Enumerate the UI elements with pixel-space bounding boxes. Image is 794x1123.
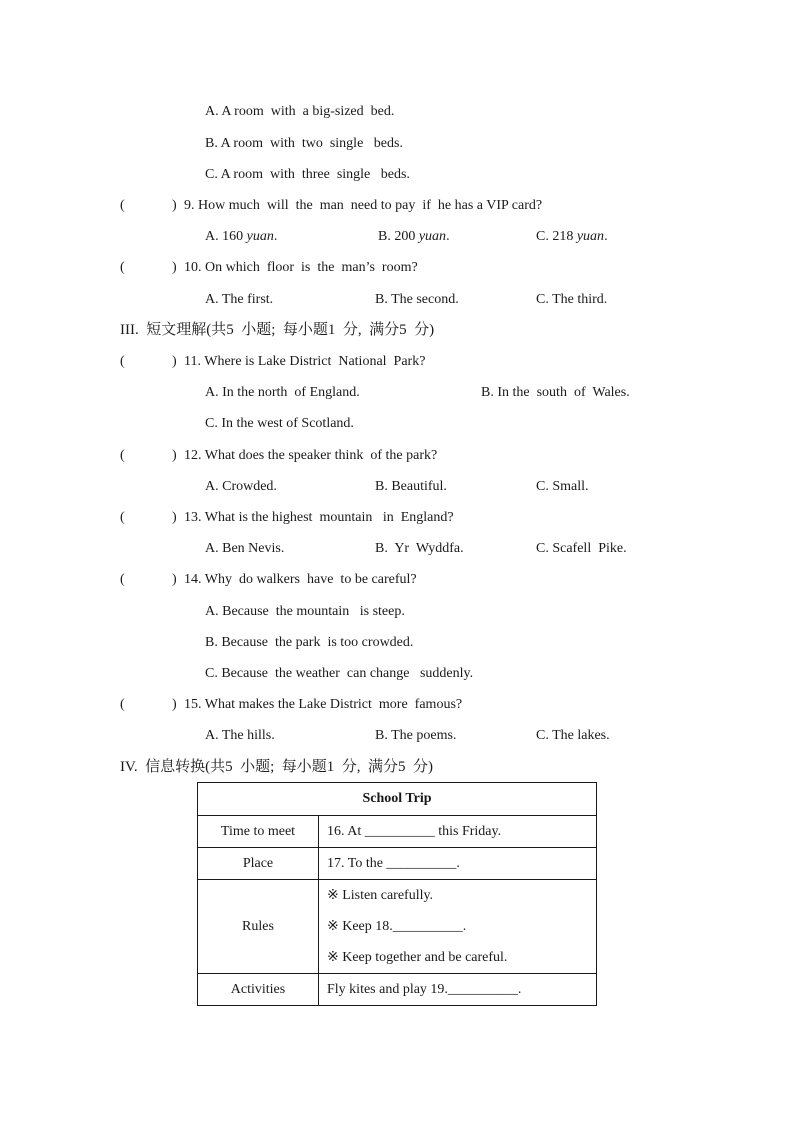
q11-option-c: C. In the west of Scotland.	[205, 416, 354, 431]
answer-paren-open: (	[120, 448, 125, 463]
q11-option-a: A. In the north of England.	[205, 385, 360, 400]
table-value-activities: Fly kites and play 19.__________.	[319, 974, 597, 1006]
answer-paren-close: )	[172, 697, 177, 712]
q13-option-c: C. Scafell Pike.	[536, 541, 627, 556]
q15-option-c: C. The lakes.	[536, 728, 610, 743]
answer-paren-open: (	[120, 572, 125, 587]
table-label-activities: Activities	[198, 974, 319, 1006]
q14-question: 14. Why do walkers have to be careful?	[184, 572, 417, 587]
answer-paren-close: )	[172, 260, 177, 275]
answer-paren-close: )	[172, 198, 177, 213]
q9-option-a: A. 160 yuan.	[205, 229, 278, 244]
rule-line: ※ Listen carefully.	[327, 888, 434, 903]
q8-option-b: B. A room with two single beds.	[205, 136, 403, 151]
answer-paren-close: )	[172, 354, 177, 369]
q13-question: 13. What is the highest mountain in England?	[184, 510, 454, 525]
school-trip-table	[197, 782, 597, 1006]
rule-line: ※ Keep together and be careful.	[327, 950, 508, 965]
table-title: School Trip	[198, 783, 597, 816]
q15-option-a: A. The hills.	[205, 728, 275, 743]
answer-paren-open: (	[120, 198, 125, 213]
answer-paren-open: (	[120, 354, 125, 369]
answer-paren-close: )	[172, 448, 177, 463]
q12-option-b: B. Beautiful.	[375, 479, 447, 494]
q12-option-a: A. Crowded.	[205, 479, 277, 494]
q11-option-b: B. In the south of Wales.	[481, 385, 630, 400]
q13-option-a: A. Ben Nevis.	[205, 541, 285, 556]
q10-option-a: A. The first.	[205, 292, 274, 307]
q14-option-a: A. Because the mountain is steep.	[205, 604, 405, 619]
table-value-rules	[319, 880, 597, 974]
q12-question: 12. What does the speaker think of the park?	[184, 448, 438, 463]
q10-question: 10. On which floor is the man’s room?	[184, 260, 418, 275]
table-label-time: Time to meet	[198, 816, 319, 848]
q14-option-c: C. Because the weather can change suddenly.	[205, 666, 474, 681]
q10-option-b: B. The second.	[375, 292, 459, 307]
q9-question: 9. How much will the man need to pay if he has a VIP card?	[184, 198, 543, 213]
q15-option-b: B. The poems.	[375, 728, 457, 743]
table-value-time: 16. At __________ this Friday.	[319, 816, 597, 848]
answer-paren-open: (	[120, 697, 125, 712]
table-value-place: 17. To the __________.	[319, 848, 597, 880]
q8-option-c: C. A room with three single beds.	[205, 167, 410, 182]
q10-option-c: C. The third.	[536, 292, 608, 307]
q12-option-c: C. Small.	[536, 479, 589, 494]
answer-paren-open: (	[120, 260, 125, 275]
table-label-place: Place	[198, 848, 319, 880]
section-heading-4: IV. 信息转换(共5 小题; 每小题1 分, 满分5 分)	[120, 759, 434, 775]
q15-question: 15. What makes the Lake District more famous?	[184, 697, 463, 712]
answer-paren-close: )	[172, 572, 177, 587]
q8-option-a: A. A room with a big-sized bed.	[205, 104, 395, 119]
q9-option-c: C. 218 yuan.	[536, 229, 608, 244]
q11-question: 11. Where is Lake District National Park?	[184, 354, 426, 369]
answer-paren-close: )	[172, 510, 177, 525]
rule-line: ※ Keep 18.__________.	[327, 919, 467, 934]
q9-option-b: B. 200 yuan.	[378, 229, 450, 244]
q13-option-b: B. Yr Wyddfa.	[375, 541, 464, 556]
table-label-rules: Rules	[198, 880, 319, 974]
q14-option-b: B. Because the park is too crowded.	[205, 635, 414, 650]
answer-paren-open: (	[120, 510, 125, 525]
section-heading-3: III. 短文理解(共5 小题; 每小题1 分, 满分5 分)	[120, 322, 435, 338]
